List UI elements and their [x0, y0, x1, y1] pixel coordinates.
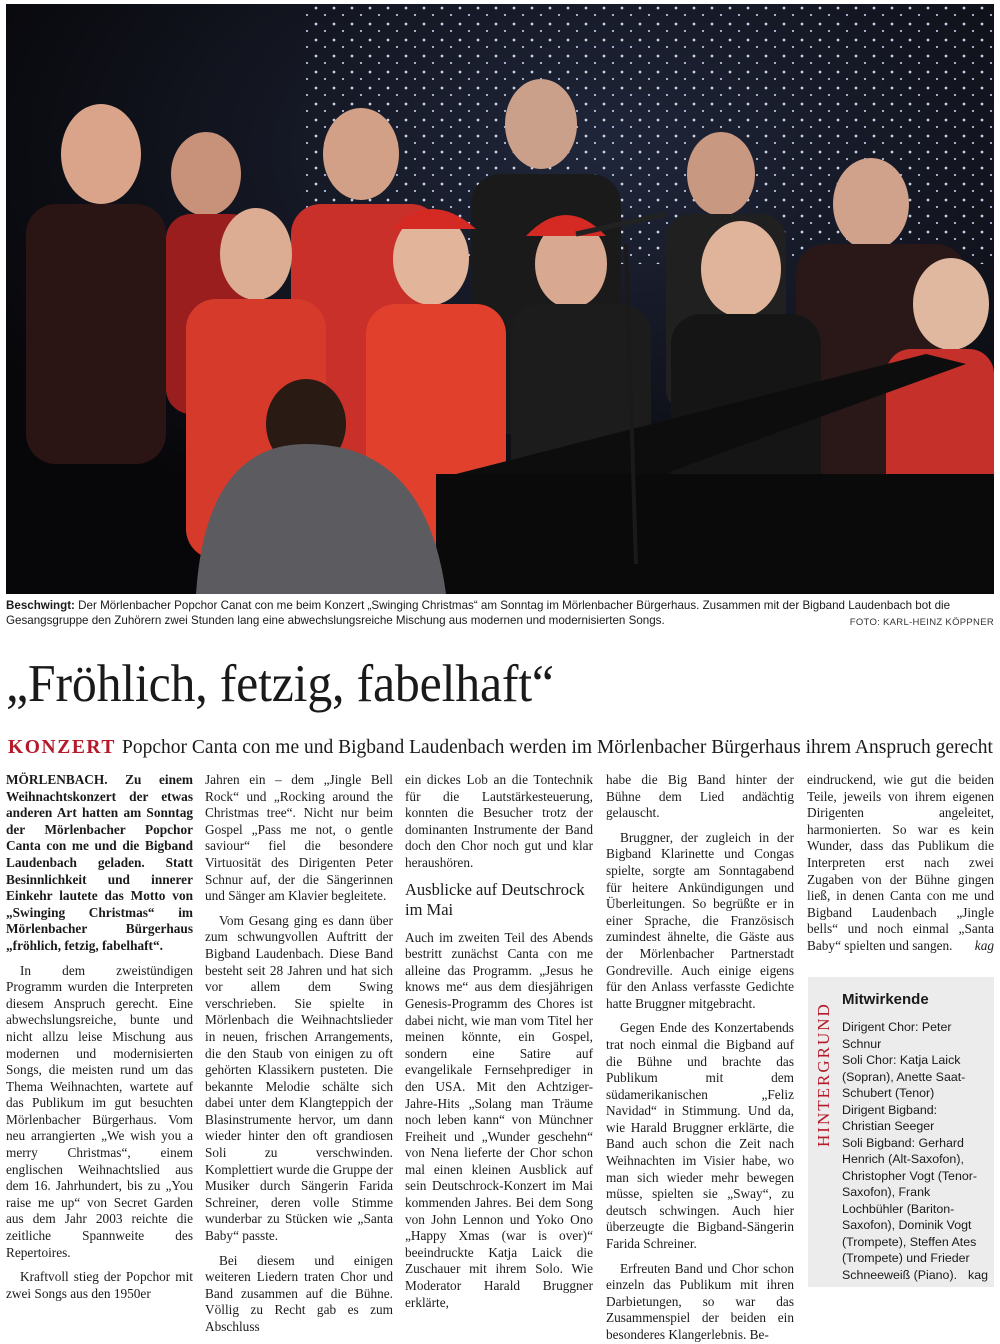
- info-box-label: [808, 977, 838, 1287]
- paragraph: Auch im zweiten Teil des Abends bestritt zunächst Canta con me alleine das Programm. „Jesus he knows me“ aus dem diesjährigen Genesis-Programm des Chores ist dabei nicht, wie man vom Titel her meinen könnte, ein Gospel, sondern eine Satire auf evangelikale Fernsehprediger in den USA. Mit den Achtziger-Jahre-Hits „Solang man Träume noch leben kann“ von Münchner Freiheit und „Wunder geschehn“ von Nena lieferte der Chor schon mal einen kleinen Ausblick auf sein Deutschrock-Konzert im Mai kommenden Jahres. Bei dem Song von John Lennon und Yoko Ono „Happy Xmas (war is over)“ beeindruckte Katja Laick die Zuschauer mit ihrem Solo. Wie Moderator Harald Bruggner erklärte,: [405, 929, 593, 1310]
- paragraph: In dem zweistündigen Programm wurden die Interpreten diesem Anspruch gerecht. Eine abwechslungsreiche, bunte und nicht allzu leise Mischung aus modernen und modernisierten Songs, die meisten rund um das Thema Weihnachten, wartete auf das Publikum im gut besuchten Mörlenbacher Bürgerhaus. Vom neu arrangierten „We wish you a merry Christmas“, einem englischen Weihnachtslied aus dem 16. Jahrhundert, bis zu „You raise me up“ von Secret Garden aus dem Jahr 2003 reichte die zeitliche Spannweite des Repertoires.: [6, 962, 193, 1260]
- paragraph: habe die Big Band hinter der Bühne dem Lied andächtig gelauscht.: [606, 772, 794, 821]
- info-box-body: [842, 1019, 988, 1283]
- article-lead: [6, 772, 193, 955]
- subline: [8, 736, 998, 760]
- subline-text: Popchor Canta con me und Bigband Laudenbach werden im Mörlenbacher Bürgerhaus ihrem Anspruch gerecht: [122, 737, 993, 758]
- info-box-title: Mitwirkende: [842, 991, 929, 1008]
- article-column-5: [807, 772, 994, 955]
- paragraph: Gegen Ende des Konzertabends trat noch einmal die Bigband auf die Bühne und brachte das Publikum mit dem südamerikanischen „Feliz Navidad“ in Stimmung. Und da, wie Harald Bruggner erklärte, die Band auch schon die Zeit nach Weihnachten im Visier habe, wo man sich wieder mehr bewegen müsse, spielten sie „Sway“, zu deutsch schwingen. Auch hier überzeugte die Bigband-Sängerin Farida Schreiner.: [606, 1020, 794, 1252]
- info-box: [808, 977, 994, 1287]
- info-box-signature: kag: [968, 1267, 988, 1282]
- author-signature: kag: [974, 937, 994, 953]
- concert-photo: [6, 4, 994, 594]
- paragraph: [807, 772, 994, 955]
- subheading: Ausblicke auf Deutschrock im Mai: [405, 879, 585, 919]
- lead-text: Zu einem Weihnachtskonzert der etwas anderen Art hatten am Sonntag der Mörlenbacher Popchor Canta con me und die Bigband Laudenbach geladen. Statt Besinnlichkeit und innerer Einkehr lautete das Motto von „Swinging Christmas“ im Mörlenbacher Bürgerhaus „fröhlich, fetzig, fabelhaft“.: [6, 772, 193, 953]
- paragraph: Erfreuten Band und Chor schon einzeln das Publikum mit ihren Darbietungen, so war das Zusammenspiel der beiden ein besonderes Klangerlebnis. Be-: [606, 1260, 794, 1342]
- article-column-2: [205, 772, 393, 1336]
- paragraph: Kraftvoll stieg der Popchor mit zwei Songs aus den 1950er: [6, 1269, 193, 1301]
- credit-line: [842, 1135, 988, 1284]
- article-column-4: [606, 772, 794, 1344]
- kicker: KONZERT: [8, 737, 117, 758]
- dateline: MÖRLENBACH.: [6, 772, 108, 787]
- photo-caption: [6, 598, 994, 628]
- photo-credit: FOTO: KARL-HEINZ KÖPPNER: [849, 617, 994, 628]
- caption-lead: Beschwingt:: [6, 599, 75, 612]
- paragraph: Bruggner, der zugleich in der Bigband Klarinette und Congas spielte, sorgte am Sonntagabend für heitere Ankündigungen und Überleitungen. So begrüßte er in einer Sprache, die Französisch zumindest ähnelte, die Gäste aus der Mörlenbacher Partnerstadt Gondreville. Auch einige eigens für den Anlass verfasste Gedichte hatte Bruggner mitgebracht.: [606, 829, 794, 1011]
- caption-text: Der Mörlenbacher Popchor Canat con me beim Konzert „Swinging Christmas“ am Sonntag im Mörlenbacher Bürgerhaus. Zusammen mit der Bigband Laudenbach bot die Gesangsgruppe den Zuhörern zwei Stunden lang eine abwechslungsreiche Mischung aus modernen und modernisierten Songs.: [6, 599, 951, 627]
- article-column-1: [6, 772, 193, 1302]
- paragraph: ein dickes Lob an die Tontechnik für die Lautstärkesteuerung, konnten die Besucher trotz der dominanten Instrumente der Band doch den Chor noch gut und klar heraushören.: [405, 772, 593, 870]
- paragraph: Bei diesem und einigen weiteren Liedern traten Chor und Band zusammen auf die Bühne. Völlig zu Recht gab es zum Abschluss: [205, 1252, 393, 1334]
- article-column-3: [405, 772, 593, 1311]
- credit-line-text: Soli Bigband: Gerhard Henrich (Alt-Saxofon), Christopher Vogt (Tenor-Saxofon), Frank Lochbühler (Bariton-Saxofon), Dominik Vogt (Trompete), Steffen Ates (Trompete) und Frieder Schneeweiß (Piano).: [842, 1135, 977, 1282]
- credit-line: Dirigent Chor: Peter Schnur: [842, 1020, 952, 1051]
- headline: „Fröhlich, fetzig, fabelhaft“: [6, 655, 554, 713]
- paragraph-text: eindruckend, wie gut die beiden Teile, jeweils von ihrem eigenen Dirigenten angeleitet, harmonierten. So war es kein Wunder, dass das Publikum die Interpreten erst nach zwei Zugaben von der Bühne gingen ließ, in denen Canta con me und Bigband Laudenbach „Jingle bells“ und noch einmal „Santa Baby“ spielten und sangen.: [807, 772, 994, 953]
- paragraph: Jahren ein – dem „Jingle Bell Rock“ und „Rocking around the Christmas tree“. Nicht nur beim Gospel „Pass me not, o gentle saviour“ fiel die besondere Virtuosität des Dirigenten Peter Schnur auf, der die Sängerinnen und Sänger am Klavier begleitete.: [205, 772, 393, 904]
- credit-line: Soli Chor: Katja Laick (Sopran), Anette Saat-Schubert (Tenor): [842, 1053, 966, 1100]
- credit-line: Dirigent Bigband: Christian Seeger: [842, 1102, 938, 1133]
- paragraph: Vom Gesang ging es dann über zum schwungvollen Auftritt der Bigband Laudenbach. Diese Band besteht seit 28 Jahren und hat sich vor allem dem Swing verschrieben. Sie spielte in Mörlenbach die Weihnachtslieder in neuen, frischen Arrangements, die den Staub von einigen zu oft gehörten Klassikern pusteten. Die bekannte Melodie schälte sich dabei unter dem Klangteppich der Blasinstrumente hervor, um dann wieder hinter den oft grandiosen Soli zu verschwinden. Komplettiert wurde die Gruppe der Musiker durch Sängerin Farida Schreiner, deren volle Stimme wunderbar zu Stücken wie „Santa Baby“ passte.: [205, 912, 393, 1244]
- info-box-label-text: HINTERGRUND: [814, 1002, 833, 1147]
